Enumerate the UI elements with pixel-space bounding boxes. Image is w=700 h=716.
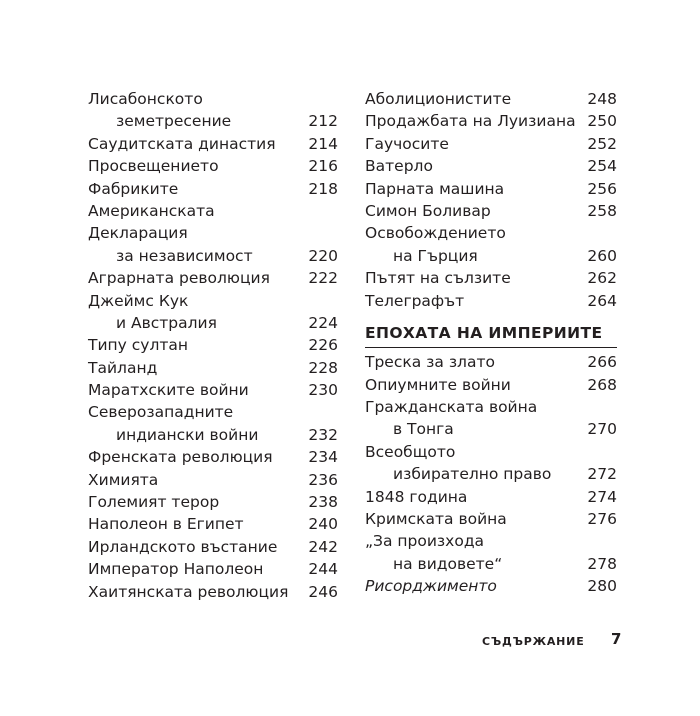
- toc-entry: [88, 513, 338, 535]
- toc-entry-page: 246: [308, 582, 338, 601]
- toc-entry-page: 226: [308, 336, 338, 355]
- toc-entry: [88, 357, 338, 379]
- toc-entry-title: Гаучосите: [365, 134, 449, 153]
- toc-entry: [365, 351, 617, 373]
- toc-entry-title: Симон Боливар: [365, 201, 491, 220]
- toc-entry-title: в Тонга: [393, 420, 454, 439]
- toc-entry-page: 256: [587, 179, 617, 198]
- toc-entry: [365, 530, 617, 552]
- toc-entry: [365, 396, 617, 418]
- toc-entry-title: „За произхода: [365, 532, 485, 551]
- toc-entry-title: Освобождението: [365, 224, 506, 243]
- toc-entry-title: Големият терор: [88, 493, 220, 512]
- toc-entry: [365, 575, 617, 597]
- toc-entry-title: Треска за злато: [365, 353, 495, 372]
- toc-entry: [88, 133, 338, 155]
- toc-entry-title: Рисорджименто: [365, 577, 497, 596]
- toc-entry: [365, 133, 617, 155]
- toc-entry-title: Фабриките: [88, 179, 179, 198]
- toc-entry-title: Наполеон в Египет: [88, 515, 244, 534]
- toc-entry-page: 232: [308, 425, 338, 444]
- toc-entry: [88, 446, 338, 468]
- toc-entry-page: 260: [587, 246, 617, 265]
- toc-entry-page: 272: [587, 465, 617, 484]
- toc-entry: [88, 558, 338, 580]
- toc-entry-title: Джеймс Кук: [88, 291, 189, 310]
- toc-entry-page: 212: [308, 112, 338, 131]
- toc-entry-title: Северозападните: [88, 403, 234, 422]
- toc-entry: [365, 553, 617, 575]
- toc-right-column: [365, 88, 617, 598]
- toc-entry-title: Гражданската война: [365, 398, 538, 417]
- section-heading: ЕПОХАТА НА ИМПЕРИИТЕ: [365, 322, 617, 348]
- toc-entry-page: 242: [308, 537, 338, 556]
- toc-entry: [88, 536, 338, 558]
- toc-entry-title: и Австралия: [116, 313, 217, 332]
- toc-entry-page: 248: [587, 90, 617, 108]
- toc-entry-title: Телеграфът: [365, 291, 465, 310]
- toc-entry-page: 264: [587, 291, 617, 310]
- toc-entry-page: 230: [308, 381, 338, 400]
- toc-entry-title: Ирландското въстание: [88, 537, 278, 556]
- toc-entry-title: Всеобщото: [365, 442, 456, 461]
- footer-section-label: СЪДЪРЖАНИЕ: [482, 635, 585, 648]
- toc-entry: [88, 155, 338, 177]
- toc-entry-page: 268: [587, 375, 617, 394]
- toc-entry-title: Химията: [88, 470, 159, 489]
- toc-entry: [365, 222, 617, 244]
- toc-right-top-list: [365, 88, 617, 312]
- toc-entry: [88, 290, 338, 312]
- toc-entry-title: Ватерло: [365, 157, 433, 176]
- toc-entry-title: Император Наполеон: [88, 560, 264, 579]
- toc-entry: [365, 290, 617, 312]
- toc-entry-title: земетресение: [116, 112, 232, 131]
- toc-entry: [365, 267, 617, 289]
- toc-entry-page: 216: [308, 157, 338, 176]
- toc-entry-page: 214: [308, 134, 338, 153]
- toc-entry: [365, 508, 617, 530]
- toc-entry-title: 1848 година: [365, 487, 468, 506]
- toc-entry-page: 276: [587, 510, 617, 529]
- toc-right-bottom-list: [365, 351, 617, 597]
- toc-entry: [88, 581, 338, 603]
- toc-left-column: [88, 88, 338, 603]
- toc-entry: [88, 178, 338, 200]
- toc-entry: [88, 267, 338, 289]
- toc-entry: [365, 441, 617, 463]
- toc-entry: [88, 424, 338, 446]
- toc-entry-title: на видовете“: [393, 554, 503, 573]
- toc-entry-title: Пътят на сълзите: [365, 269, 511, 288]
- toc-entry: [88, 469, 338, 491]
- toc-entry-title: Парната машина: [365, 179, 505, 198]
- toc-entry-page: 236: [308, 470, 338, 489]
- toc-entry: [365, 245, 617, 267]
- toc-entry-title: Кримската война: [365, 510, 507, 529]
- toc-entry-page: 278: [587, 554, 617, 573]
- toc-entry: [365, 374, 617, 396]
- toc-entry-title: Саудитската династия: [88, 134, 276, 153]
- toc-entry: [88, 312, 338, 334]
- toc-entry: [365, 110, 617, 132]
- toc-entry-page: 240: [308, 515, 338, 534]
- toc-entry-page: 274: [587, 487, 617, 506]
- toc-entry: [365, 418, 617, 440]
- toc-entry-page: 244: [308, 560, 338, 579]
- footer-page-number: 7: [611, 630, 622, 648]
- toc-entry-page: 250: [587, 112, 617, 131]
- toc-entry: [88, 200, 338, 222]
- toc-entry-page: 270: [587, 420, 617, 439]
- toc-entry-title: на Гърция: [393, 246, 478, 265]
- toc-entry: [365, 463, 617, 485]
- toc-entry: [365, 155, 617, 177]
- toc-entry: [88, 401, 338, 423]
- toc-entry-title: Хаитянската революция: [88, 582, 289, 601]
- toc-entry: [88, 245, 338, 267]
- toc-entry-page: 258: [587, 201, 617, 220]
- toc-entry-title: Тайланд: [88, 358, 158, 377]
- toc-entry: [365, 200, 617, 222]
- toc-entry: [88, 88, 338, 110]
- toc-entry-title: Опиумните войни: [365, 375, 511, 394]
- toc-entry-title: Продажбата на Луизиана: [365, 112, 576, 131]
- toc-entry: [88, 110, 338, 132]
- toc-entry: [365, 88, 617, 110]
- toc-entry-page: 238: [308, 493, 338, 512]
- toc-entry-title: Американската: [88, 201, 215, 220]
- toc-entry-page: 220: [308, 246, 338, 265]
- toc-entry-title: Типу султан: [88, 336, 189, 355]
- toc-entry-title: Просвещението: [88, 157, 219, 176]
- toc-entry-page: 254: [587, 157, 617, 176]
- toc-entry-title: Декларация: [88, 224, 188, 243]
- toc-entry-page: 222: [308, 269, 338, 288]
- toc-entry-page: 224: [308, 313, 338, 332]
- toc-entry-page: 262: [587, 269, 617, 288]
- toc-entry: [365, 178, 617, 200]
- toc-entry-title: индиански войни: [116, 425, 259, 444]
- toc-entry: [365, 486, 617, 508]
- toc-entry-title: Маратхските войни: [88, 381, 249, 400]
- toc-entry-page: 228: [308, 358, 338, 377]
- toc-entry-page: 252: [587, 134, 617, 153]
- toc-entry: [88, 491, 338, 513]
- toc-entry: [88, 334, 338, 356]
- toc-entry: [88, 222, 338, 244]
- toc-entry-title: Аграрната революция: [88, 269, 270, 288]
- toc-entry-title: Аболиционистите: [365, 90, 512, 108]
- toc-entry-page: 266: [587, 353, 617, 372]
- toc-entry-title: за независимост: [116, 246, 253, 265]
- toc-entry-title: Лисабонското: [88, 90, 203, 108]
- toc-entry: [88, 379, 338, 401]
- toc-entry-page: 280: [587, 577, 617, 596]
- toc-entry-page: 234: [308, 448, 338, 467]
- toc-entry-title: избирателно право: [393, 465, 552, 484]
- toc-entry-page: 218: [308, 179, 338, 198]
- toc-entry-title: Френската революция: [88, 448, 273, 467]
